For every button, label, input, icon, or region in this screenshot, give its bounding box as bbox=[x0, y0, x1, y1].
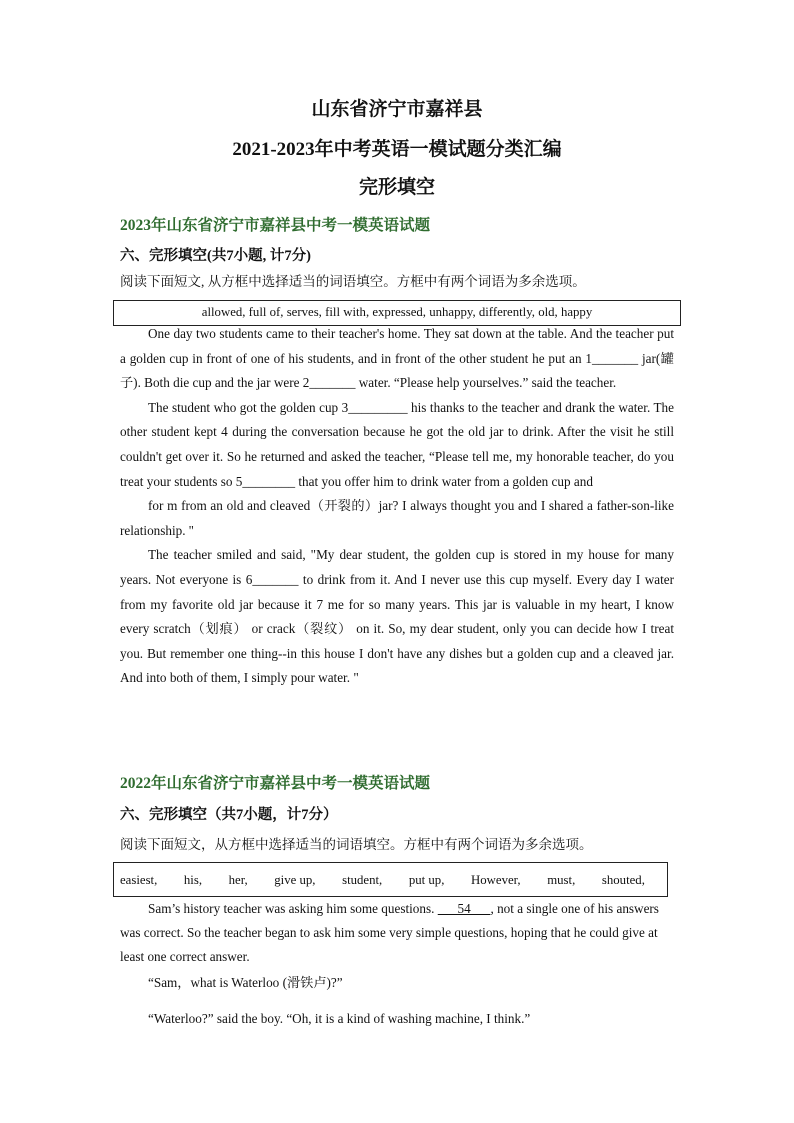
word-option: shouted, bbox=[601, 872, 645, 887]
word-option: easiest, bbox=[120, 872, 158, 887]
section-2023-instruction: 阅读下面短文, 从方框中选择适当的词语填空。方框中有两个词语为多余选项。 bbox=[120, 274, 586, 289]
passage-2023-paragraph-3: for m from an old and cleaved（开裂的）jar? I always thought you and I shared a father-son-like relationship. '' bbox=[120, 498, 674, 538]
passage-2022-paragraph-1 bbox=[120, 897, 668, 969]
word-option: However, bbox=[471, 872, 521, 887]
passage-2022-text-before-blank: Sam’s history teacher was asking him some questions. bbox=[148, 901, 438, 916]
dialogue-line-1: “Sam，what is Waterloo (滑铁卢)?” bbox=[148, 975, 343, 990]
word-option: her, bbox=[228, 872, 248, 887]
passage-2023-paragraph-1: One day two students came to their teacher's home. They sat down at the table. And the teacher put a golden cup in front of one of his students, and in front of the other student he put an 1_______ jar(罐子). Both die cup and the jar were 2_______ water. “Please help yourselves.” said the teacher. bbox=[120, 326, 674, 391]
passage-2023-paragraph-4: The teacher smiled and said, "My dear student, the golden cup is stored in my house for many years. Not everyone is 6_______ to drink from it. And I never use this cup myself. Every day I water from my favorite old jar because it 7 me for so many years. This jar is valuable in my heart, I know every scratch（划痕） or crack（裂纹） on it. So, my dear student, only you can decide how I treat you. But remember one thing--in this house I don't have any dishes but a golden cup and a cleaved jar. And into both of them, I simply pour water. " bbox=[120, 547, 674, 686]
word-option: put up, bbox=[408, 872, 445, 887]
document-title-line3: 完形填空 bbox=[358, 177, 435, 198]
word-box-2023: allowed, full of, serves, fill with, expressed, unhappy, differently, old, happy bbox=[113, 300, 681, 326]
word-option: his, bbox=[183, 872, 203, 887]
document-title-line1: 山东省济宁市嘉祥县 bbox=[311, 99, 483, 120]
section-2023-question-title: 六、完形填空(共7小题, 计7分) bbox=[120, 248, 311, 264]
section-2022-heading: 2022年山东省济宁市嘉祥县中考一模英语试题 bbox=[120, 775, 431, 792]
word-option: give up, bbox=[274, 872, 316, 887]
word-option: student, bbox=[342, 872, 383, 887]
passage-2023 bbox=[120, 322, 674, 691]
section-2023-heading: 2023年山东省济宁市嘉祥县中考一模英语试题 bbox=[120, 217, 431, 234]
section-2022-instruction: 阅读下面短文，从方框中选择适当的词语填空。方框中有两个词语为多余选项。 bbox=[120, 837, 593, 852]
document-title-line2: 2021-2023年中考英语一模试题分类汇编 bbox=[232, 139, 562, 160]
blank-54: 54 bbox=[437, 901, 491, 916]
passage-2023-paragraph-2: The student who got the golden cup 3_________ his thanks to the teacher and drank the water. The other student kept 4 during the conversation because he got the old jar to drink. After the visit he still couldn't get over it. So he returned and asked the teacher, “Please tell me, my honorable teacher, do you treat your students so 5________ that you offer him to drink water from a golden cup and bbox=[120, 399, 674, 489]
dialogue-line-2: “Waterloo?” said the boy. “Oh, it is a kind of washing machine, I think.” bbox=[148, 1011, 531, 1026]
section-2022-question-title: 六、完形填空（共7小题，计7分） bbox=[120, 807, 338, 823]
word-box-2022 bbox=[113, 862, 668, 897]
passage-2022-text-after-blank: , not a single one of his answers was correct. So the teacher began to ask him some very simple questions, hoping that he could give at least one correct answer. bbox=[120, 901, 659, 964]
word-option: must, bbox=[547, 872, 576, 887]
